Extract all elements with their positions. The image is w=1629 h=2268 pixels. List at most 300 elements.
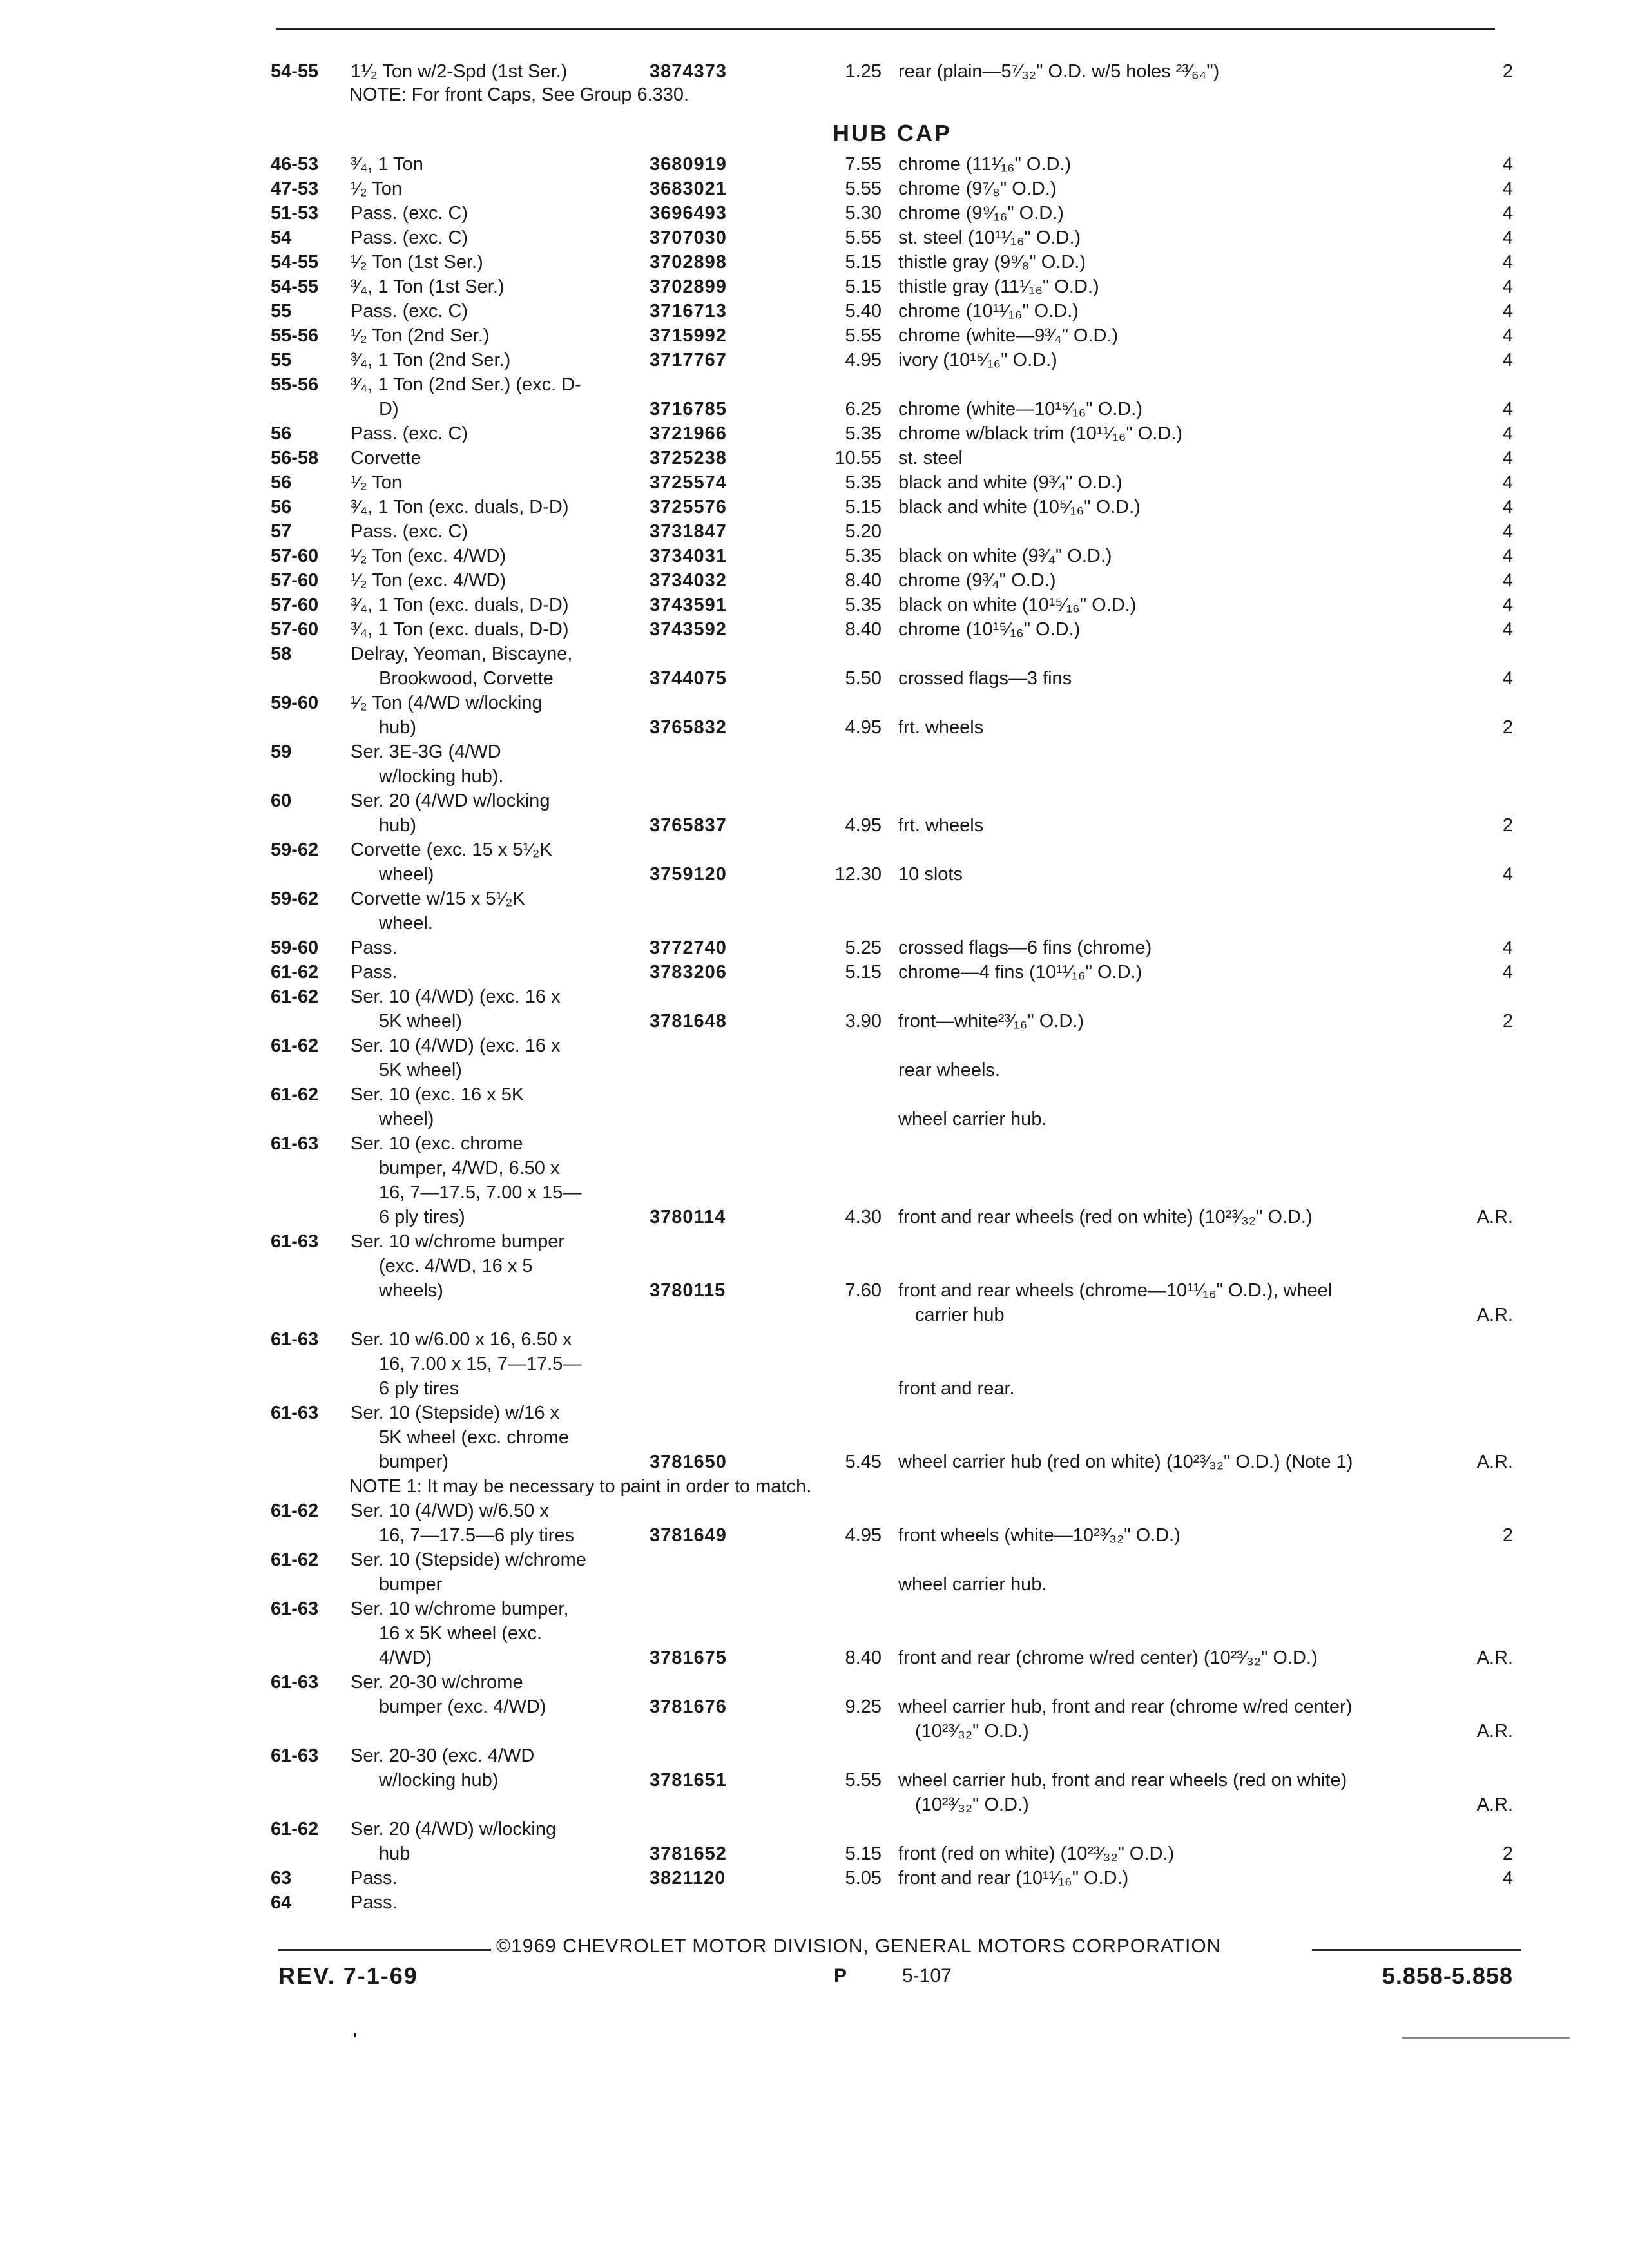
description-continued: wheels) xyxy=(379,1280,443,1301)
model-year: 61-62 xyxy=(271,1550,319,1570)
quantity: 4 xyxy=(1502,497,1513,517)
parts-row xyxy=(0,593,1629,617)
model-year: 61-62 xyxy=(271,1084,319,1105)
model-year: 56 xyxy=(271,497,292,517)
page-number: 5-107 xyxy=(902,1965,952,1986)
model-year: 57-60 xyxy=(271,595,319,615)
model-year: 61-63 xyxy=(271,1231,319,1252)
vehicle-description: Pass. xyxy=(351,1868,398,1888)
footer-rule-right xyxy=(1312,1949,1521,1951)
hub-cap-description: chrome (11¹⁄₁₆" O.D.) xyxy=(898,154,1072,175)
quantity: 4 xyxy=(1502,521,1513,542)
model-year: 57-60 xyxy=(271,619,319,640)
vehicle-description: ¹⁄₂ Ton (1st Ser.) xyxy=(351,252,483,273)
description-continued: wheel. xyxy=(379,913,433,934)
list-price: 1.25 xyxy=(845,61,882,82)
model-year: 56-58 xyxy=(271,448,319,468)
parts-row xyxy=(0,519,1629,544)
description-continued: wheel) xyxy=(379,864,434,885)
list-price: 5.15 xyxy=(845,252,882,273)
parts-row xyxy=(0,1548,1629,1572)
parts-row xyxy=(0,1254,1629,1278)
top-rule xyxy=(276,28,1495,30)
part-number: 3680919 xyxy=(650,154,727,175)
quantity: 4 xyxy=(1502,619,1513,640)
quantity: 4 xyxy=(1502,227,1513,248)
part-number: 3721966 xyxy=(650,423,727,444)
parts-row xyxy=(0,789,1629,813)
parts-row xyxy=(0,1817,1629,1841)
parts-row xyxy=(0,1841,1629,1866)
part-number: 3874373 xyxy=(650,61,727,82)
list-price: 5.30 xyxy=(845,203,882,224)
list-price: 4.30 xyxy=(845,1207,882,1227)
model-year: 51-53 xyxy=(271,203,319,224)
part-number: 3781676 xyxy=(650,1696,727,1717)
parts-row xyxy=(0,152,1629,177)
parts-row xyxy=(0,568,1629,593)
section-heading: HUB CAP xyxy=(833,120,952,146)
model-year: 56 xyxy=(271,472,292,493)
model-year: 61-63 xyxy=(271,1403,319,1423)
parts-row xyxy=(0,911,1629,936)
hub-cap-description: chrome (white—10¹⁵⁄₁₆" O.D.) xyxy=(898,399,1142,419)
vehicle-description: Pass. xyxy=(351,1892,398,1913)
description-continued: bumper) xyxy=(379,1452,448,1472)
parts-row xyxy=(0,1009,1629,1033)
vehicle-description: ¹⁄₂ Ton xyxy=(351,178,403,199)
parts-row xyxy=(0,1890,1629,1915)
quantity: 2 xyxy=(1502,815,1513,836)
list-price: 9.25 xyxy=(845,1696,882,1717)
description-continued: 5K wheel) xyxy=(379,1060,462,1081)
model-year: 57-60 xyxy=(271,546,319,566)
parts-row xyxy=(0,838,1629,862)
quantity: A.R. xyxy=(1476,1648,1513,1668)
parts-row xyxy=(0,1499,1629,1523)
note-text: NOTE 1: It may be necessary to paint in order to match. xyxy=(349,1476,812,1497)
description-continued: bumper xyxy=(379,1574,443,1595)
quantity: 4 xyxy=(1502,252,1513,273)
part-number: 3765832 xyxy=(650,717,727,738)
hub-cap-description-continued: (10²³⁄₃₂" O.D.) xyxy=(915,1794,1029,1815)
parts-row xyxy=(0,740,1629,764)
hub-cap-description-continued: carrier hub xyxy=(915,1305,1005,1325)
revision-date: REV. 7-1-69 xyxy=(278,1963,418,1989)
vehicle-description: ¹⁄₂ Ton (exc. 4/WD) xyxy=(351,570,506,591)
parts-row xyxy=(0,936,1629,960)
vehicle-description: ¹⁄₂ Ton (2nd Ser.) xyxy=(351,325,490,346)
hub-cap-description: wheel carrier hub (red on white) (10²³⁄₃₂" O.D.) (Note 1) xyxy=(898,1452,1353,1472)
section-number: 5.858-5.858 xyxy=(1382,1963,1513,1989)
vehicle-description: Pass. (exc. C) xyxy=(351,227,468,248)
parts-row xyxy=(0,544,1629,568)
parts-row xyxy=(0,1792,1629,1817)
hub-cap-description: black on white (10¹⁵⁄₁₆" O.D.) xyxy=(898,595,1137,615)
parts-row xyxy=(0,1474,1629,1499)
model-year: 54-55 xyxy=(271,252,319,273)
list-price: 5.35 xyxy=(845,546,882,566)
list-price: 8.40 xyxy=(845,1648,882,1668)
vehicle-description: ³⁄₄, 1 Ton (1st Ser.) xyxy=(351,276,505,297)
quantity: A.R. xyxy=(1476,1794,1513,1815)
parts-row xyxy=(0,348,1629,372)
description-continued: hub xyxy=(379,1843,410,1864)
vehicle-description: Delray, Yeoman, Biscayne, xyxy=(351,644,573,664)
vehicle-description: Pass. xyxy=(351,962,398,983)
quantity: 4 xyxy=(1502,350,1513,370)
model-year: 46-53 xyxy=(271,154,319,175)
model-year: 54 xyxy=(271,227,292,248)
part-number: 3781675 xyxy=(650,1648,727,1668)
quantity: A.R. xyxy=(1476,1721,1513,1742)
list-price: 5.05 xyxy=(845,1868,882,1888)
quantity: 4 xyxy=(1502,668,1513,689)
parts-row xyxy=(0,764,1629,789)
description-continued: 6 ply tires xyxy=(379,1378,459,1399)
hub-cap-description: wheel carrier hub. xyxy=(898,1574,1047,1595)
part-number: 3821120 xyxy=(650,1868,726,1888)
hub-cap-description: crossed flags—3 fins xyxy=(898,668,1072,689)
parts-row xyxy=(0,226,1629,250)
hub-cap-description: front (red on white) (10²³⁄₃₂" O.D.) xyxy=(898,1843,1175,1864)
stray-mark: ' xyxy=(353,2030,357,2051)
part-number: 3725576 xyxy=(650,497,727,517)
vehicle-description: Ser. 10 (Stepside) w/chrome xyxy=(351,1550,586,1570)
hub-cap-description: 10 slots xyxy=(898,864,963,885)
model-year: 61-63 xyxy=(271,1672,319,1693)
hub-cap-description: chrome—4 fins (10¹¹⁄₁₆" O.D.) xyxy=(898,962,1142,983)
part-number: 3702899 xyxy=(650,276,727,297)
parts-row xyxy=(0,1229,1629,1254)
model-year: 55 xyxy=(271,301,292,322)
vehicle-description: ³⁄₄, 1 Ton (2nd Ser.) xyxy=(351,350,511,370)
hub-cap-description: chrome w/black trim (10¹¹⁄₁₆" O.D.) xyxy=(898,423,1183,444)
parts-row xyxy=(0,1401,1629,1425)
model-year: 61-62 xyxy=(271,986,319,1007)
vehicle-description: Ser. 20-30 (exc. 4/WD xyxy=(351,1745,535,1766)
hub-cap-description: chrome (10¹⁵⁄₁₆" O.D.) xyxy=(898,619,1081,640)
quantity: 2 xyxy=(1502,1843,1513,1864)
hub-cap-description: front and rear. xyxy=(898,1378,1015,1399)
part-number: 3744075 xyxy=(650,668,727,689)
quantity: A.R. xyxy=(1476,1305,1513,1325)
list-price: 5.55 xyxy=(845,178,882,199)
model-year: 59-60 xyxy=(271,937,319,958)
list-price: 5.40 xyxy=(845,301,882,322)
description-continued: 16 x 5K wheel (exc. xyxy=(379,1623,543,1644)
parts-row xyxy=(0,887,1629,911)
description-continued: w/locking hub). xyxy=(379,766,504,787)
hub-cap-description: thistle gray (9⁹⁄₈" O.D.) xyxy=(898,252,1086,273)
parts-row xyxy=(0,985,1629,1009)
list-price: 5.15 xyxy=(845,497,882,517)
list-price: 4.95 xyxy=(845,717,882,738)
quantity: 4 xyxy=(1502,448,1513,468)
vehicle-description: ³⁄₄, 1 Ton (exc. duals, D-D) xyxy=(351,497,569,517)
vehicle-description: Pass. (exc. C) xyxy=(351,521,468,542)
part-number: 3702898 xyxy=(650,252,727,273)
quantity: 4 xyxy=(1502,325,1513,346)
quantity: 2 xyxy=(1502,1525,1513,1546)
parts-row xyxy=(0,1082,1629,1107)
quantity: 2 xyxy=(1502,1011,1513,1032)
hub-cap-description: rear wheels. xyxy=(898,1060,1000,1081)
hub-cap-description: chrome (9⁷⁄₈" O.D.) xyxy=(898,178,1057,199)
part-number: 3715992 xyxy=(650,325,727,346)
model-year: 60 xyxy=(271,791,292,811)
list-price: 3.90 xyxy=(845,1011,882,1032)
list-price: 6.25 xyxy=(845,399,882,419)
vehicle-description: Pass. xyxy=(351,937,398,958)
part-number: 3759120 xyxy=(650,864,727,885)
list-price: 8.40 xyxy=(845,570,882,591)
parts-row xyxy=(0,372,1629,397)
parts-row xyxy=(0,1327,1629,1352)
parts-row xyxy=(0,666,1629,691)
parts-row xyxy=(0,250,1629,274)
parts-row xyxy=(0,1180,1629,1205)
part-number: 3734032 xyxy=(650,570,727,591)
quantity: 4 xyxy=(1502,203,1513,224)
vehicle-description: Ser. 10 (4/WD) w/6.50 x xyxy=(351,1501,549,1521)
parts-row xyxy=(0,642,1629,666)
quantity: 2 xyxy=(1502,61,1513,82)
list-price: 5.55 xyxy=(845,325,882,346)
copyright-line: ©1969 CHEVROLET MOTOR DIVISION, GENERAL MOTORS CORPORATION xyxy=(496,1936,1222,1957)
vehicle-description: Ser. 10 w/6.00 x 16, 6.50 x xyxy=(351,1329,572,1350)
list-price: 10.55 xyxy=(834,448,882,468)
list-price: 7.55 xyxy=(845,154,882,175)
parts-row xyxy=(0,1695,1629,1719)
vehicle-description: 1¹⁄₂ Ton w/2-Spd (1st Ser.) xyxy=(351,61,568,82)
model-year: 61-62 xyxy=(271,1819,319,1840)
part-number: 3780114 xyxy=(650,1207,726,1227)
hub-cap-description: front wheels (white—10²³⁄₃₂" O.D.) xyxy=(898,1525,1181,1546)
vehicle-description: Ser. 20-30 w/chrome xyxy=(351,1672,523,1693)
parts-row xyxy=(0,1107,1629,1131)
hub-cap-description: rear (plain—5⁷⁄₃₂" O.D. w/5 holes ²³⁄₆₄") xyxy=(898,61,1220,82)
hub-cap-description: st. steel xyxy=(898,448,963,468)
part-number: 3781649 xyxy=(650,1525,727,1546)
list-price: 5.25 xyxy=(845,937,882,958)
model-year: 58 xyxy=(271,644,292,664)
hub-cap-description: front and rear (chrome w/red center) (10²³⁄₃₂" O.D.) xyxy=(898,1648,1318,1668)
quantity: 4 xyxy=(1502,301,1513,322)
list-price: 4.95 xyxy=(845,1525,882,1546)
model-year: 61-62 xyxy=(271,1501,319,1521)
vehicle-description: Ser. 10 w/chrome bumper xyxy=(351,1231,565,1252)
part-number: 3781648 xyxy=(650,1011,727,1032)
part-number: 3731847 xyxy=(650,521,727,542)
vehicle-description: Ser. 10 (Stepside) w/16 x xyxy=(351,1403,559,1423)
parts-row xyxy=(0,1303,1629,1327)
hub-cap-description: wheel carrier hub. xyxy=(898,1109,1047,1129)
description-continued: 4/WD) xyxy=(379,1648,432,1668)
vehicle-description: Pass. (exc. C) xyxy=(351,301,468,322)
part-number: 3683021 xyxy=(650,178,727,199)
model-year: 57-60 xyxy=(271,570,319,591)
model-year: 57 xyxy=(271,521,292,542)
part-number: 3743592 xyxy=(650,619,727,640)
list-price: 5.15 xyxy=(845,276,882,297)
part-number: 3772740 xyxy=(650,937,727,958)
vehicle-description: Ser. 10 (4/WD) (exc. 16 x xyxy=(351,986,561,1007)
vehicle-description: Pass. (exc. C) xyxy=(351,203,468,224)
hub-cap-description: frt. wheels xyxy=(898,815,984,836)
list-price: 4.95 xyxy=(845,350,882,370)
parts-row xyxy=(0,1278,1629,1303)
description-continued: 5K wheel (exc. chrome xyxy=(379,1427,569,1448)
model-year: 54-55 xyxy=(271,276,319,297)
list-price: 5.35 xyxy=(845,595,882,615)
quantity: 4 xyxy=(1502,178,1513,199)
part-number: 3783206 xyxy=(650,962,727,983)
model-year: 61-62 xyxy=(271,962,319,983)
part-number: 3696493 xyxy=(650,203,727,224)
list-price: 5.35 xyxy=(845,472,882,493)
parts-row xyxy=(0,470,1629,495)
hub-cap-description: front and rear wheels (red on white) (10²³⁄₃₂" O.D.) xyxy=(898,1207,1313,1227)
parts-row xyxy=(0,1352,1629,1376)
part-number: 3725574 xyxy=(650,472,727,493)
list-price: 4.95 xyxy=(845,815,882,836)
part-number: 3716785 xyxy=(650,399,727,419)
parts-row xyxy=(0,274,1629,299)
vehicle-description: ¹⁄₂ Ton (exc. 4/WD) xyxy=(351,546,506,566)
model-year: 64 xyxy=(271,1892,292,1913)
note-text: NOTE: For front Caps, See Group 6.330. xyxy=(349,84,689,105)
parts-row xyxy=(0,691,1629,715)
parts-row xyxy=(0,1450,1629,1474)
part-number: 3781650 xyxy=(650,1452,727,1472)
model-year: 61-63 xyxy=(271,1133,319,1154)
description-continued: wheel) xyxy=(379,1109,434,1129)
vehicle-description: Corvette w/15 x 5¹⁄₂K xyxy=(351,889,525,909)
description-continued: bumper, 4/WD, 6.50 x xyxy=(379,1158,560,1178)
description-continued: 16, 7—17.5—6 ply tires xyxy=(379,1525,575,1546)
model-year: 61-63 xyxy=(271,1599,319,1619)
vehicle-description: Ser. 10 (4/WD) (exc. 16 x xyxy=(351,1035,561,1056)
quantity: 4 xyxy=(1502,423,1513,444)
vehicle-description: Ser. 3E-3G (4/WD xyxy=(351,742,501,762)
vehicle-description: Ser. 10 (exc. 16 x 5K xyxy=(351,1084,525,1105)
part-number: 3781651 xyxy=(650,1770,727,1791)
parts-row xyxy=(0,1205,1629,1229)
quantity: A.R. xyxy=(1476,1452,1513,1472)
parts-row xyxy=(0,177,1629,201)
description-continued: Brookwood, Corvette xyxy=(379,668,554,689)
vehicle-description: ¹⁄₂ Ton (4/WD w/locking xyxy=(351,693,543,713)
hub-cap-description: frt. wheels xyxy=(898,717,984,738)
model-year: 59-60 xyxy=(271,693,319,713)
list-price: 5.45 xyxy=(845,1452,882,1472)
hub-cap-description: ivory (10¹⁵⁄₁₆" O.D.) xyxy=(898,350,1057,370)
parts-row xyxy=(0,421,1629,446)
hub-cap-description: black and white (10⁵⁄₁₆" O.D.) xyxy=(898,497,1141,517)
part-number: 3781652 xyxy=(650,1843,727,1864)
hub-cap-description: front and rear (10¹¹⁄₁₆" O.D.) xyxy=(898,1868,1129,1888)
model-year: 59-62 xyxy=(271,840,319,860)
quantity: 4 xyxy=(1502,472,1513,493)
parts-row xyxy=(0,1033,1629,1058)
model-year: 61-63 xyxy=(271,1329,319,1350)
description-continued: 6 ply tires) xyxy=(379,1207,465,1227)
list-price: 5.55 xyxy=(845,1770,882,1791)
quantity: 4 xyxy=(1502,546,1513,566)
parts-row xyxy=(0,715,1629,740)
parts-row xyxy=(0,299,1629,323)
part-number: 3734031 xyxy=(650,546,727,566)
hub-cap-description: black on white (9³⁄₄" O.D.) xyxy=(898,546,1112,566)
model-year: 55-56 xyxy=(271,374,319,395)
model-year: 59 xyxy=(271,742,292,762)
parts-row xyxy=(0,1376,1629,1401)
quantity: 4 xyxy=(1502,595,1513,615)
vehicle-description: Ser. 20 (4/WD w/locking xyxy=(351,791,550,811)
part-number: 3725238 xyxy=(650,448,727,468)
list-price: 5.15 xyxy=(845,962,882,983)
model-year: 47-53 xyxy=(271,178,319,199)
list-price: 5.15 xyxy=(845,1843,882,1864)
quantity: 4 xyxy=(1502,962,1513,983)
parts-row xyxy=(0,1131,1629,1156)
parts-row xyxy=(0,1768,1629,1792)
parts-row xyxy=(0,59,1629,84)
hub-cap-description: thistle gray (11¹⁄₁₆" O.D.) xyxy=(898,276,1099,297)
vehicle-description: Ser. 20 (4/WD) w/locking xyxy=(351,1819,557,1840)
parts-row xyxy=(0,323,1629,348)
parts-row xyxy=(0,1646,1629,1670)
description-continued: w/locking hub) xyxy=(379,1770,499,1791)
parts-row xyxy=(0,1058,1629,1082)
quantity: 4 xyxy=(1502,937,1513,958)
parts-row xyxy=(0,1572,1629,1597)
description-continued: (exc. 4/WD, 16 x 5 xyxy=(379,1256,533,1276)
parts-row xyxy=(0,1621,1629,1646)
vehicle-description: ¹⁄₂ Ton xyxy=(351,472,403,493)
quantity: 4 xyxy=(1502,864,1513,885)
model-year: 59-62 xyxy=(271,889,319,909)
model-year: 61-62 xyxy=(271,1035,319,1056)
description-continued: 16, 7.00 x 15, 7—17.5— xyxy=(379,1354,582,1374)
parts-row xyxy=(0,1744,1629,1768)
parts-row xyxy=(0,446,1629,470)
description-continued: 16, 7—17.5, 7.00 x 15— xyxy=(379,1182,582,1203)
model-year: 61-63 xyxy=(271,1745,319,1766)
hub-cap-description: chrome (10¹¹⁄₁₆" O.D.) xyxy=(898,301,1079,322)
part-number: 3765837 xyxy=(650,815,727,836)
parts-row xyxy=(0,960,1629,985)
parts-row xyxy=(0,495,1629,519)
part-number: 3717767 xyxy=(650,350,727,370)
description-continued: hub) xyxy=(379,717,417,738)
list-price: 5.20 xyxy=(845,521,882,542)
parts-row xyxy=(0,1156,1629,1180)
quantity: 4 xyxy=(1502,570,1513,591)
model-year: 55-56 xyxy=(271,325,319,346)
hub-cap-description: chrome (9³⁄₄" O.D.) xyxy=(898,570,1056,591)
list-price: 5.50 xyxy=(845,668,882,689)
hub-cap-description: chrome (white—9³⁄₄" O.D.) xyxy=(898,325,1119,346)
vehicle-description: ³⁄₄, 1 Ton (2nd Ser.) (exc. D- xyxy=(351,374,581,395)
hub-cap-description: st. steel (10¹¹⁄₁₆" O.D.) xyxy=(898,227,1081,248)
description-continued: 5K wheel) xyxy=(379,1011,462,1032)
list-price: 8.40 xyxy=(845,619,882,640)
model-year: 55 xyxy=(271,350,292,370)
description-continued: bumper (exc. 4/WD) xyxy=(379,1696,546,1717)
parts-row xyxy=(0,201,1629,226)
